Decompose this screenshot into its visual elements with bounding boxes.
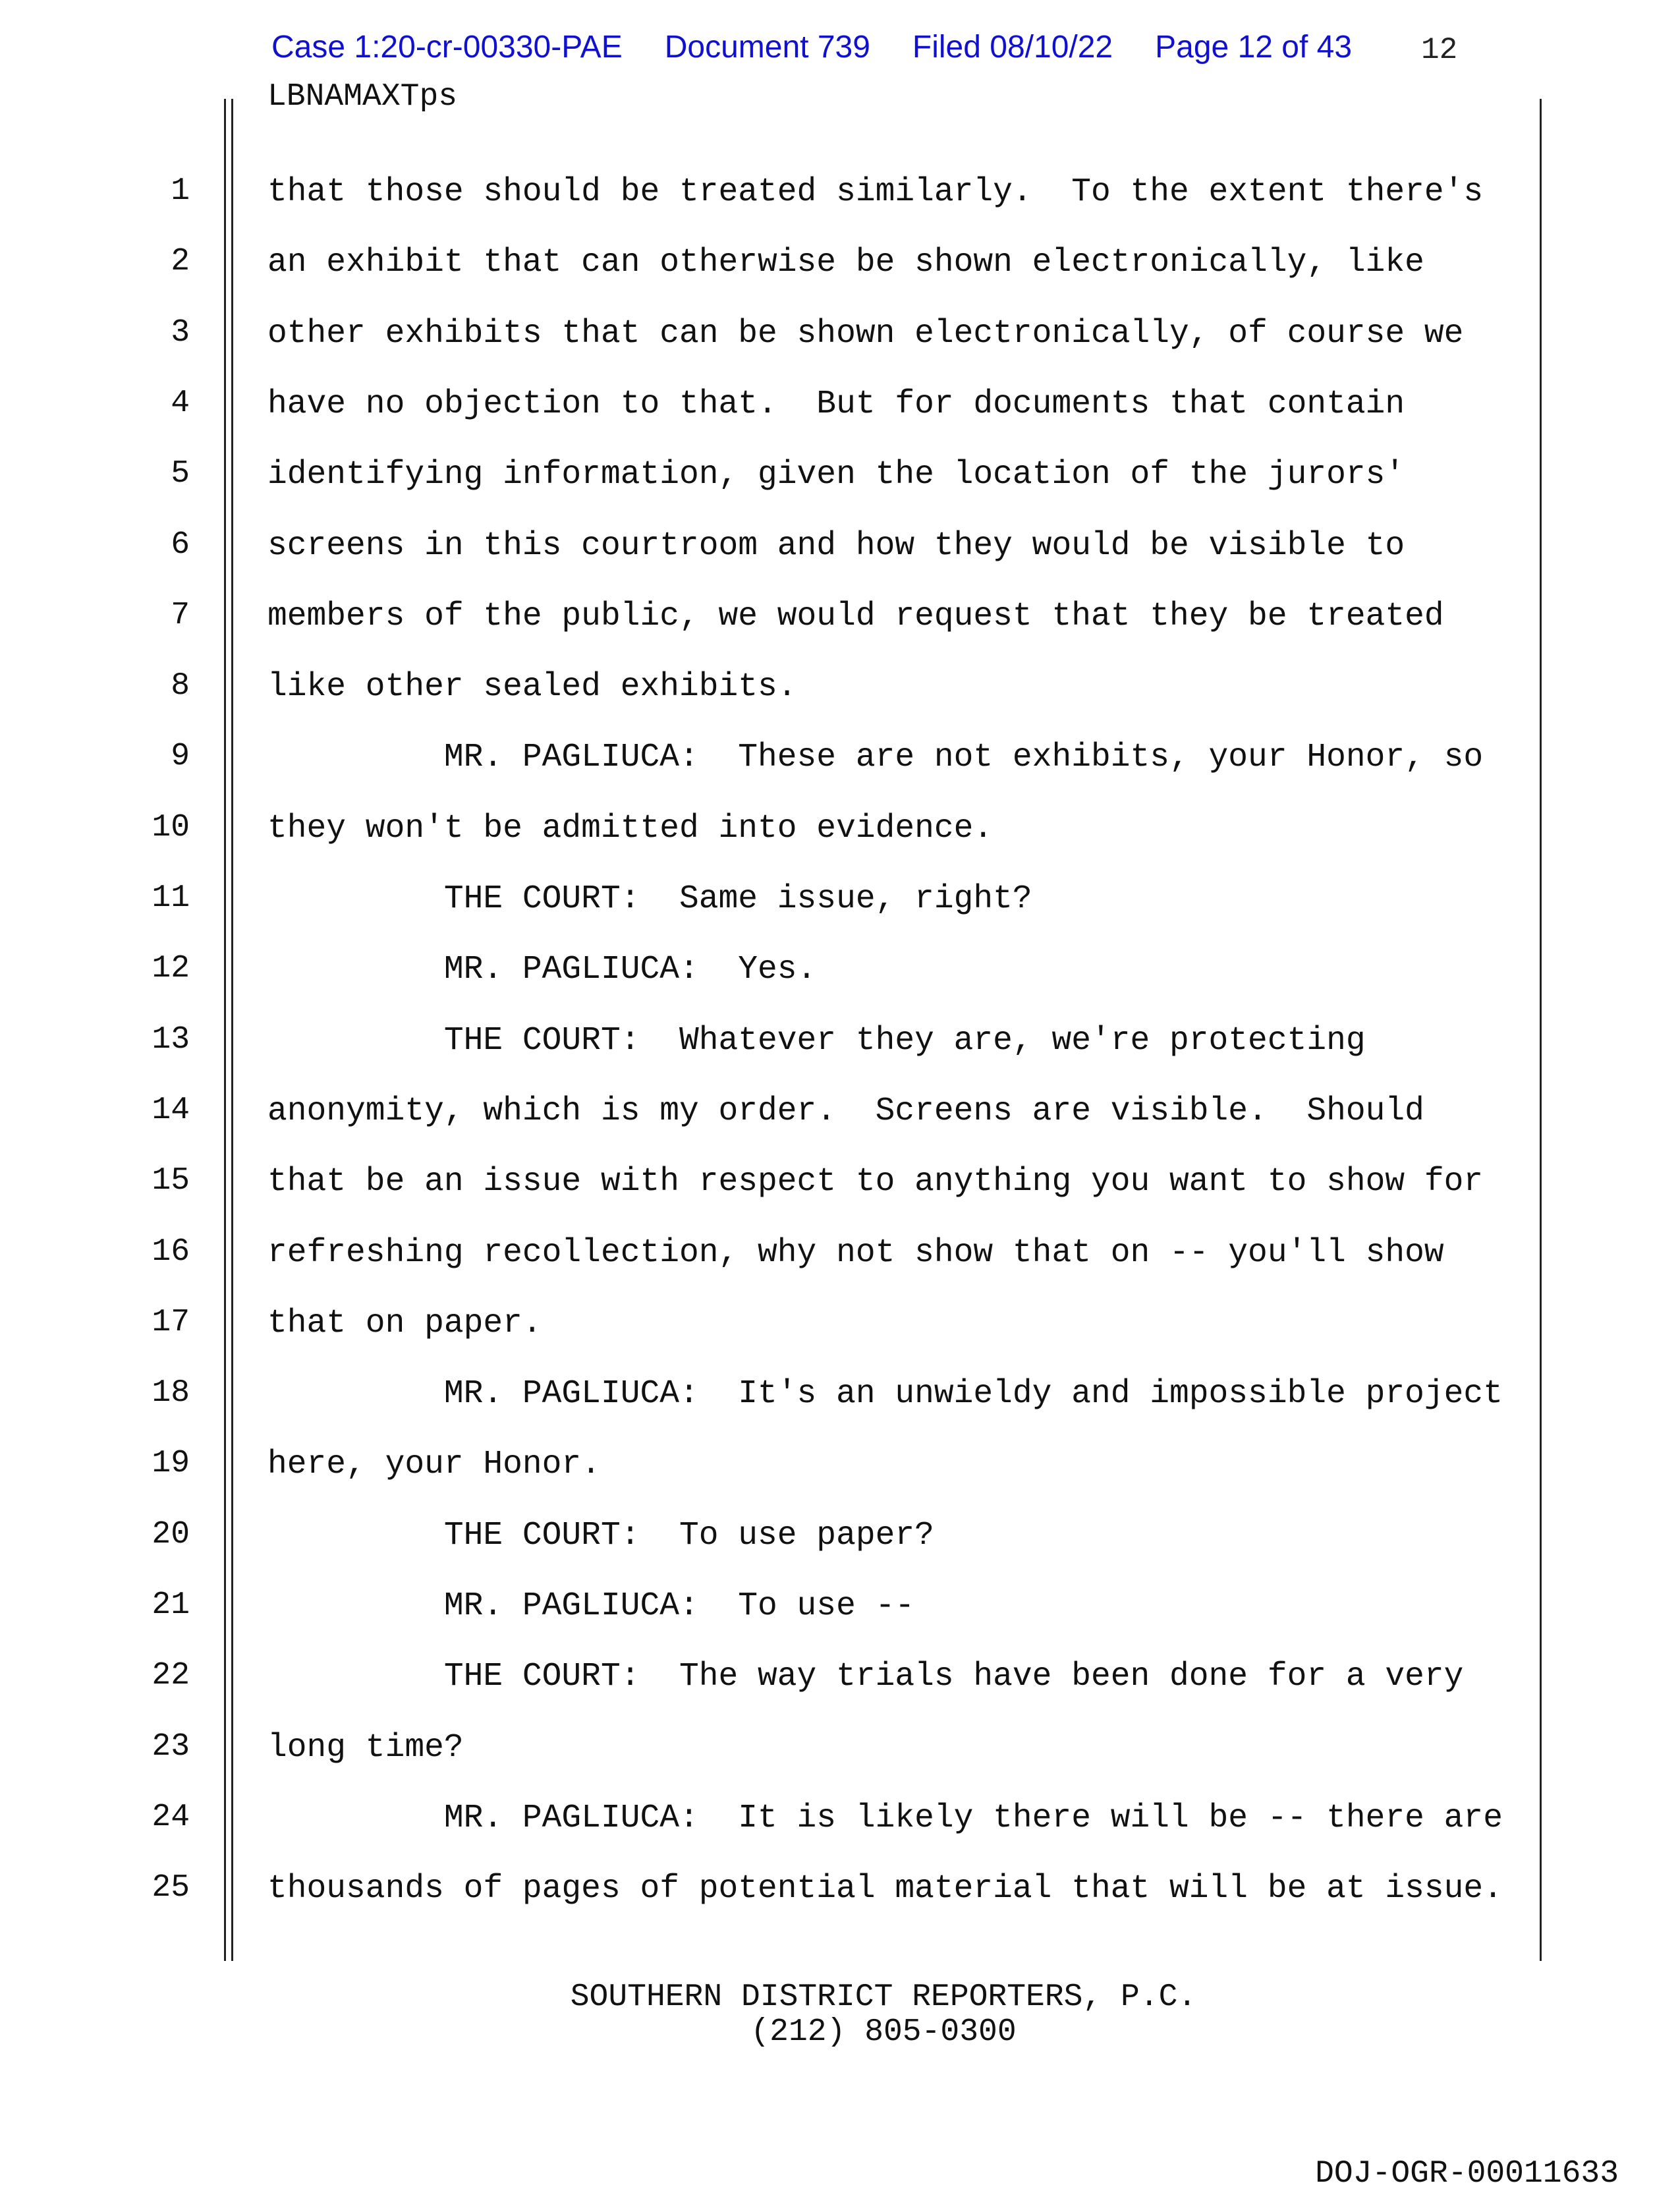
line-number: 7 bbox=[171, 597, 190, 633]
line-number: 4 bbox=[171, 385, 190, 421]
line-number: 15 bbox=[152, 1163, 190, 1199]
reporter-phone: (212) 805-0300 bbox=[750, 2014, 1017, 2050]
line-number: 3 bbox=[171, 314, 190, 351]
transcript-line: like other sealed exhibits. bbox=[267, 668, 797, 706]
transcript-line: MR. PAGLIUCA: To use -- bbox=[267, 1587, 915, 1624]
left-margin-rule bbox=[224, 99, 226, 1961]
transcript-line: here, your Honor. bbox=[267, 1446, 601, 1483]
transcript-line: MR. PAGLIUCA: It is likely there will be -- there are bbox=[267, 1799, 1503, 1836]
line-number: 1 bbox=[171, 173, 190, 209]
filed-date: Filed 08/10/22 bbox=[912, 30, 1113, 65]
line-number: 19 bbox=[152, 1446, 190, 1482]
line-number: 12 bbox=[152, 951, 190, 987]
line-number: 5 bbox=[171, 456, 190, 492]
transcript-line: THE COURT: The way trials have been done for a very bbox=[267, 1658, 1464, 1695]
right-margin-rule bbox=[1540, 99, 1542, 1961]
line-number: 14 bbox=[152, 1092, 190, 1128]
line-number: 23 bbox=[152, 1728, 190, 1765]
line-number: 2 bbox=[171, 244, 190, 280]
line-number: 6 bbox=[171, 526, 190, 563]
transcript-line: identifying information, given the location of the jurors' bbox=[267, 456, 1405, 494]
transcript-line: they won't be admitted into evidence. bbox=[267, 809, 994, 847]
transcript-line: refreshing recollection, why not show that on -- you'll show bbox=[267, 1234, 1444, 1271]
line-number: 8 bbox=[171, 668, 190, 704]
transcript-line: THE COURT: Whatever they are, we're protecting bbox=[267, 1021, 1366, 1059]
line-number: 9 bbox=[171, 739, 190, 775]
line-number: 21 bbox=[152, 1587, 190, 1623]
transcript-line: long time? bbox=[267, 1728, 464, 1766]
page-of-total: Page 12 of 43 bbox=[1155, 30, 1353, 65]
line-number: 22 bbox=[152, 1658, 190, 1694]
transcript-line: that be an issue with respect to anything you want to show for bbox=[267, 1163, 1484, 1201]
transcript-line: THE COURT: To use paper? bbox=[267, 1516, 934, 1554]
transcript-line: that on paper. bbox=[267, 1304, 542, 1342]
line-number: 16 bbox=[152, 1234, 190, 1270]
line-number: 11 bbox=[152, 880, 190, 916]
line-number: 17 bbox=[152, 1304, 190, 1340]
transcript-line: MR. PAGLIUCA: Yes. bbox=[267, 951, 817, 988]
transcript-line: MR. PAGLIUCA: These are not exhibits, your Honor, so bbox=[267, 739, 1484, 776]
transcript-code: LBNAMAXTps bbox=[267, 79, 458, 115]
line-number: 10 bbox=[152, 809, 190, 845]
filing-stamp bbox=[271, 29, 1352, 65]
line-number: 20 bbox=[152, 1516, 190, 1552]
line-number: 24 bbox=[152, 1799, 190, 1835]
line-number: 13 bbox=[152, 1021, 190, 1058]
line-number: 18 bbox=[152, 1375, 190, 1411]
reporter-name: SOUTHERN DISTRICT REPORTERS, P.C. bbox=[570, 1979, 1197, 2015]
transcript-line: an exhibit that can otherwise be shown electronically, like bbox=[267, 244, 1424, 281]
transcript-line: have no objection to that. But for documents that contain bbox=[267, 385, 1405, 422]
transcript-line: THE COURT: Same issue, right? bbox=[267, 880, 1032, 917]
line-number: 25 bbox=[152, 1870, 190, 1906]
transcript-line: anonymity, which is my order. Screens are visible. Should bbox=[267, 1092, 1424, 1129]
transcript-line: that those should be treated similarly. To the extent there's bbox=[267, 173, 1484, 210]
transcript-page-number: 12 bbox=[1421, 33, 1458, 67]
transcript-line: MR. PAGLIUCA: It's an unwieldy and impossible project bbox=[267, 1375, 1503, 1413]
case-number: Case 1:20-cr-00330-PAE bbox=[271, 30, 623, 65]
document-number: Document 739 bbox=[664, 30, 870, 65]
bates-number: DOJ-OGR-00011633 bbox=[1315, 2156, 1619, 2192]
transcript-line: thousands of pages of potential material that will be at issue. bbox=[267, 1870, 1503, 1908]
transcript-line: members of the public, we would request that they be treated bbox=[267, 597, 1444, 635]
transcript-line: other exhibits that can be shown electronically, of course we bbox=[267, 314, 1464, 352]
left-margin-rule-inner bbox=[231, 99, 233, 1961]
transcript-line: screens in this courtroom and how they would be visible to bbox=[267, 526, 1405, 564]
